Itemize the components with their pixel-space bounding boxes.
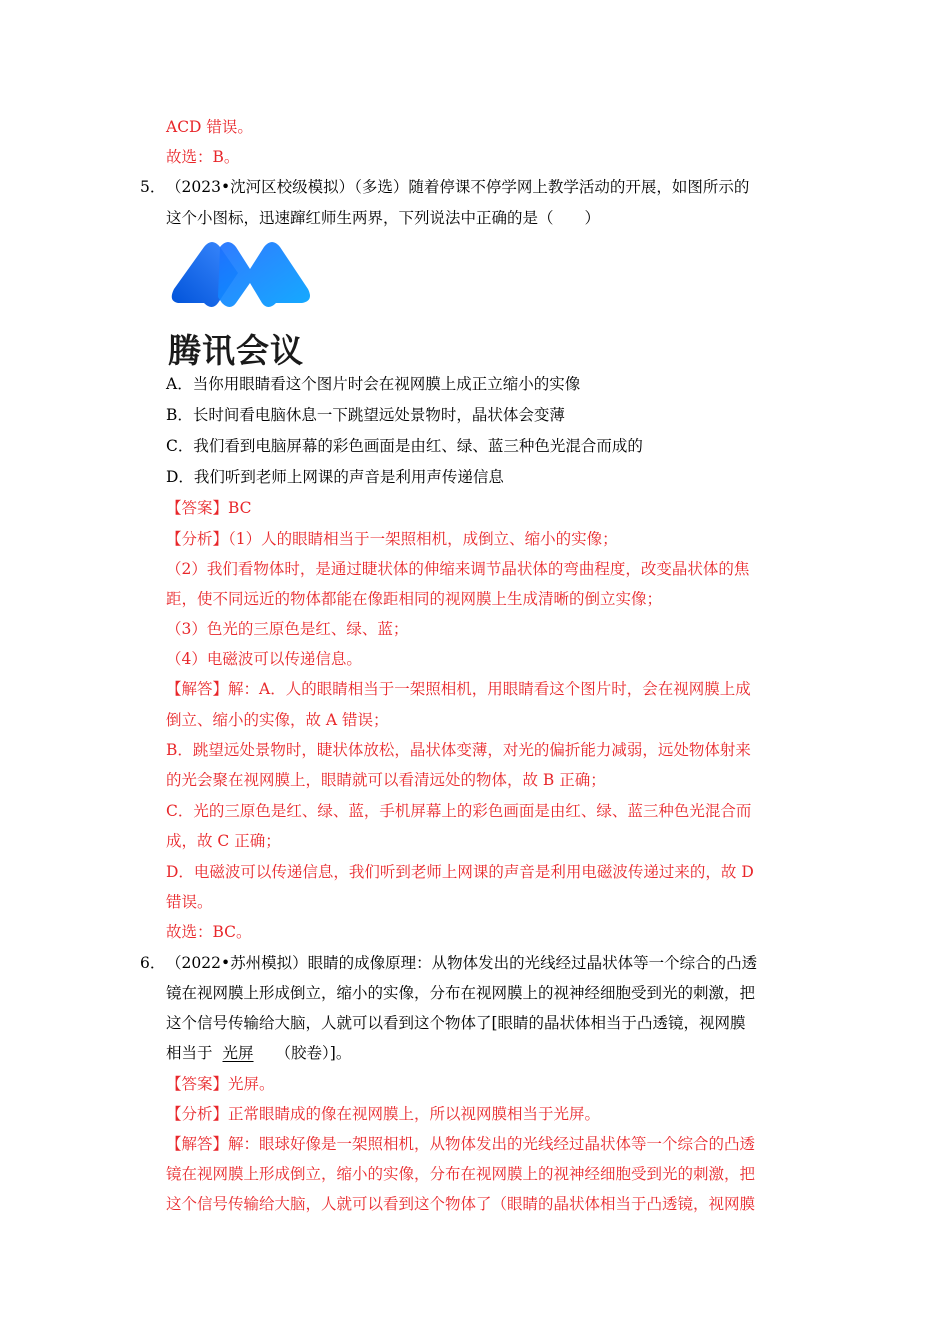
q5-number: 5． xyxy=(140,178,166,196)
q6-answer-blank: 光屏 xyxy=(222,1044,254,1062)
q5-answer: 【答案】BC xyxy=(166,499,252,517)
q5-analysis-line: （4）电磁波可以传递信息。 xyxy=(166,650,362,668)
q5-analysis-line: （3）色光的三原色是红、绿、蓝； xyxy=(166,620,409,638)
q5-solution-line: 错误。 xyxy=(166,893,213,911)
q6-stem-line-2: 镜在视网膜上形成倒立，缩小的实像，分布在视网膜上的视神经细胞受到光的刺激，把 xyxy=(166,984,756,1002)
q6-stem-line-4 xyxy=(166,1042,351,1064)
q5-solution-line: 的光会聚在视网膜上，眼睛就可以看清远处的物体，故 B 正确； xyxy=(166,771,606,789)
q5-option-c: C．我们看到电脑屏幕的彩色画面是由红、绿、蓝三种色光混合而成的 xyxy=(166,437,643,455)
q6-answer: 【答案】光屏。 xyxy=(166,1075,275,1093)
q6-solution-line: 【解答】解：眼球好像是一架照相机，从物体发出的光线经过晶状体等一个综合的凸透 xyxy=(166,1135,756,1153)
q6-solution-line: 这个信号传输给大脑，人就可以看到这个物体了（眼睛的晶状体相当于凸透镜，视网膜 xyxy=(166,1195,756,1213)
q5-solution-line: D．电磁波可以传递信息，我们听到老师上网课的声音是利用电磁波传递过来的，故 D xyxy=(166,863,754,881)
tencent-meeting-logo-mark xyxy=(168,237,314,317)
q5-analysis-line: 【分析】（1）人的眼睛相当于一架照相机，成倒立、缩小的实像； xyxy=(166,530,618,548)
q6-stem-line-3: 这个信号传输给大脑，人就可以看到这个物体了[眼睛的晶状体相当于凸透镜，视网膜 xyxy=(166,1014,746,1032)
q5-solution-line: B．跳望远处景物时，睫状体放松，晶状体变薄，对光的偏折能力减弱，远处物体射来 xyxy=(166,741,751,759)
q5-stem-line-1: （2023•沈河区校级模拟）（多选）随着停课不停学网上教学活动的开展，如图所示的 xyxy=(166,178,750,196)
q5-final-choice: 故选：BC。 xyxy=(166,923,252,941)
q5-analysis-line: 距，使不同远近的物体都能在像距相同的视网膜上生成清晰的倒立实像； xyxy=(166,590,663,608)
q6-stem-prefix: 相当于 xyxy=(166,1044,213,1062)
q5-solution-line: 倒立、缩小的实像，故 A 错误； xyxy=(166,711,389,729)
q5-solution-line: 成，故 C 正确； xyxy=(166,832,281,850)
prev-solution-line: ACD 错误。 xyxy=(166,118,253,136)
q5-option-a: A．当你用眼睛看这个图片时会在视网膜上成正立缩小的实像 xyxy=(166,375,581,393)
q5-stem-line-2: 这个小图标，迅速蹿红师生两界，下列说法中正确的是（ ） xyxy=(166,209,601,227)
tencent-meeting-logo-text: 腾讯会议 xyxy=(168,331,304,370)
q6-stem-suffix: （胶卷）]。 xyxy=(275,1044,352,1062)
q6-stem-line-1: （2022•苏州模拟）眼睛的成像原理：从物体发出的光线经过晶状体等一个综合的凸透 xyxy=(166,954,758,972)
q5-analysis-line: （2）我们看物体时，是通过睫状体的伸缩来调节晶状体的弯曲程度，改变晶状体的焦 xyxy=(166,560,750,578)
tencent-meeting-logo xyxy=(168,237,314,370)
q6-number: 6． xyxy=(140,954,166,972)
prev-final-choice: 故选：B。 xyxy=(166,148,240,166)
q5-solution-line: 【解答】解：A．人的眼睛相当于一架照相机，用眼睛看这个图片时，会在视网膜上成 xyxy=(166,680,751,698)
q6-analysis: 【分析】正常眼睛成的像在视网膜上，所以视网膜相当于光屏。 xyxy=(166,1105,601,1123)
q5-solution-line: C．光的三原色是红、绿、蓝，手机屏幕上的彩色画面是由红、绿、蓝三种色光混合而 xyxy=(166,802,752,820)
q5-option-d: D．我们听到老师上网课的声音是利用声传递信息 xyxy=(166,468,504,486)
q5-option-b: B．长时间看电脑休息一下跳望远处景物时，晶状体会变薄 xyxy=(166,406,565,424)
q6-solution-line: 镜在视网膜上形成倒立，缩小的实像，分布在视网膜上的视神经细胞受到光的刺激，把 xyxy=(166,1165,756,1183)
